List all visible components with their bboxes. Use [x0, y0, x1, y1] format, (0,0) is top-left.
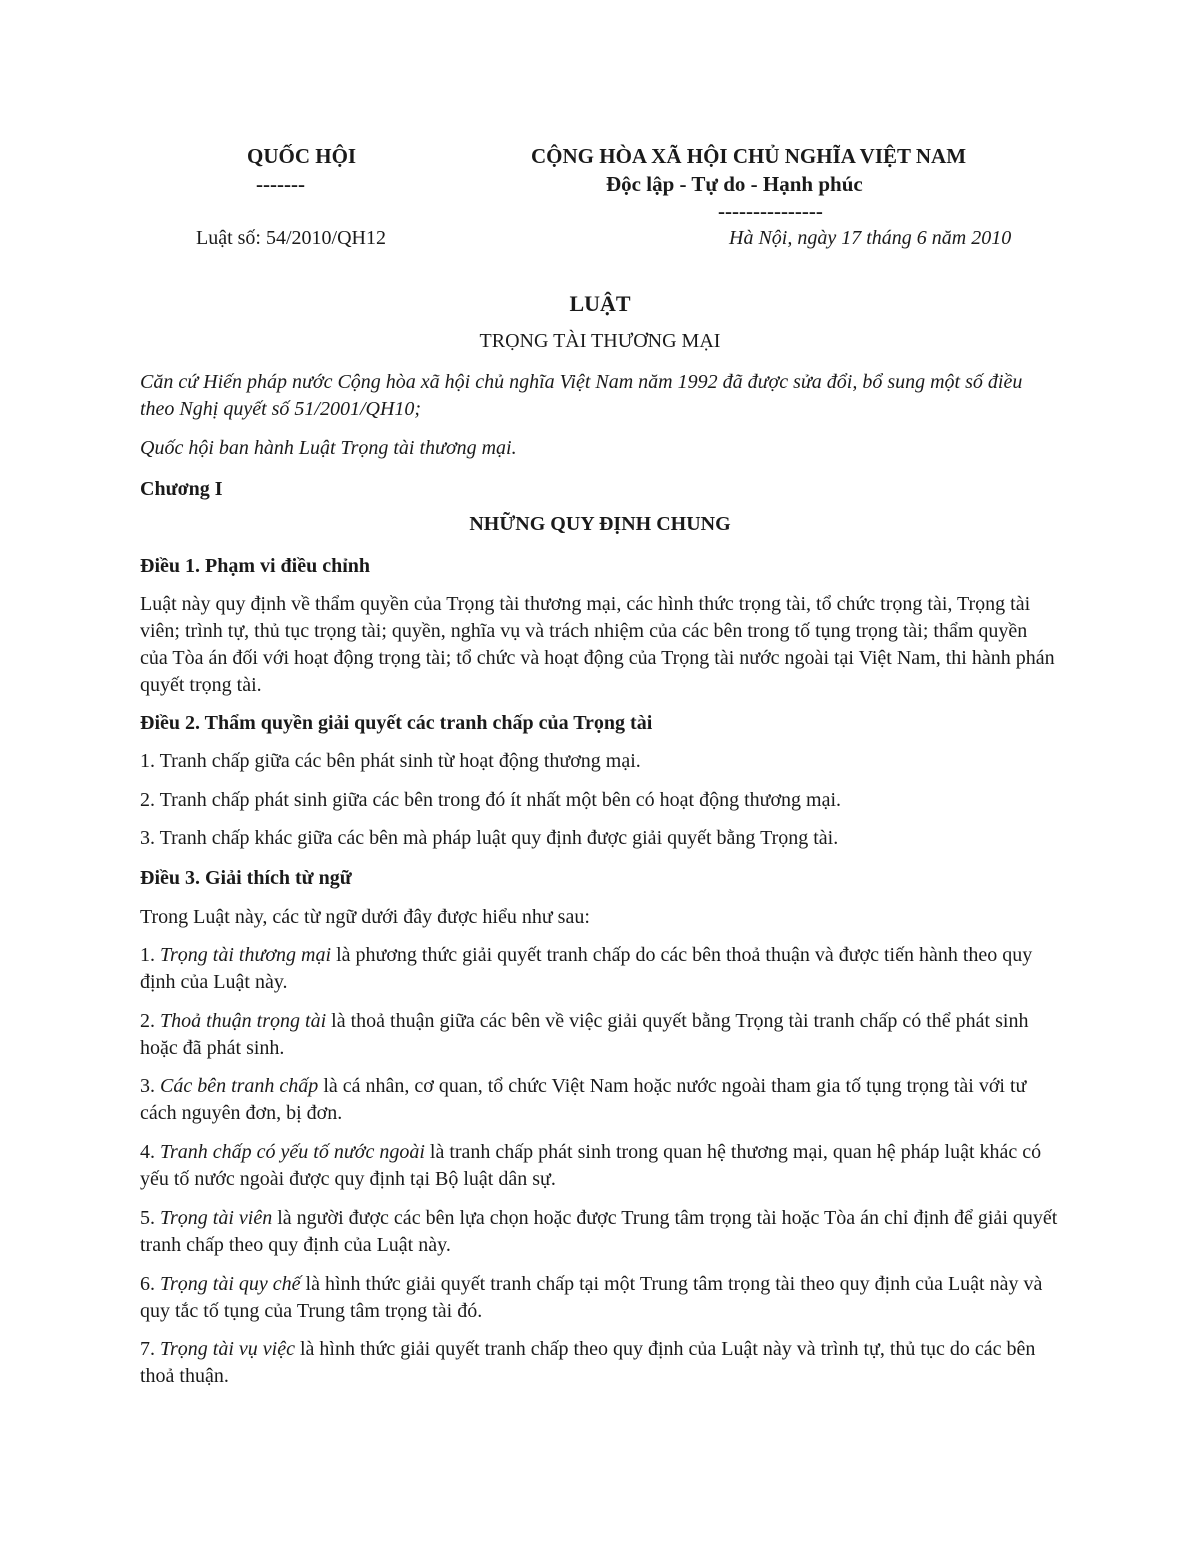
document-title: LUẬT [569, 291, 631, 316]
nation-rule: --------------- [718, 199, 823, 223]
document-subtitle: TRỌNG TÀI THƯƠNG MẠI [479, 330, 721, 352]
law-number: Luật số: 54/2010/QH12 [196, 227, 386, 249]
definition-term: Thoả thuận trọng tài [160, 1010, 327, 1032]
definition-term: Trọng tài thương mại [160, 944, 332, 966]
definition-text: là hình thức giải quyết tranh chấp tại một Trung tâm trọng tài theo quy định của Luật này và quy tắc tố tụng của Trung tâm trọng tài đó. [140, 1273, 1043, 1322]
article-2-item: 3. Tranh chấp khác giữa các bên mà pháp luật quy định được giải quyết bằng Trọng tài. [140, 827, 839, 849]
definition-number: 6. [140, 1273, 160, 1295]
article-3-heading: Điều 3. Giải thích từ ngữ [140, 867, 352, 889]
issuer-title: QUỐC HỘI [247, 144, 357, 168]
article-3-intro: Trong Luật này, các từ ngữ dưới đây được hiểu như sau: [140, 906, 590, 928]
article-1-text: Luật này quy định về thẩm quyền của Trọng tài thương mại, các hình thức trọng tài, tổ chức trọng tài, Trọng tài viên; trình tự, thủ tục trọng tài; quyền, nghĩa vụ và trách nhiệm của các bên trong tố tụng trọng tài; thẩm quyền của Tòa án đối với hoạt động trọng tài; tổ chức và hoạt động của Trọng tài nước ngoài tại Việt Nam, thi hành phán quyết trọng tài. [140, 593, 1055, 696]
article-2-item: 2. Tranh chấp phát sinh giữa các bên trong đó ít nhất một bên có hoạt động thương mại. [140, 789, 842, 811]
preamble-enact: Quốc hội ban hành Luật Trọng tài thương mại. [140, 437, 517, 459]
definition-term: Trọng tài vụ việc [160, 1338, 295, 1360]
definition-item [140, 1008, 1060, 1062]
chapter-title: NHỮNG QUY ĐỊNH CHUNG [469, 513, 731, 535]
definition-item [140, 1073, 1060, 1127]
definition-number: 5. [140, 1207, 160, 1229]
definition-item [140, 942, 1060, 996]
definition-text: là thoả thuận giữa các bên về việc giải quyết bằng Trọng tài tranh chấp có thể phát sinh hoặc đã phát sinh. [140, 1010, 1029, 1059]
article-2-item: 1. Tranh chấp giữa các bên phát sinh từ hoạt động thương mại. [140, 750, 641, 772]
definition-term: Tranh chấp có yếu tố nước ngoài [160, 1141, 425, 1163]
definition-number: 7. [140, 1338, 160, 1360]
definition-number: 4. [140, 1141, 160, 1163]
preamble-basis: Căn cứ Hiến pháp nước Cộng hòa xã hội chủ nghĩa Việt Nam năm 1992 đã được sửa đổi, bổ sung một số điều theo Nghị quyết số 51/2001/QH10; [140, 371, 1023, 420]
definition-number: 2. [140, 1010, 160, 1032]
definition-term: Trọng tài quy chế [160, 1273, 301, 1295]
definition-text: là hình thức giải quyết tranh chấp theo quy định của Luật này và trình tự, thủ tục do các bên thoả thuận. [140, 1338, 1036, 1387]
chapter-label: Chương I [140, 478, 223, 500]
definition-number: 3. [140, 1075, 160, 1097]
place-date: Hà Nội, ngày 17 tháng 6 năm 2010 [729, 227, 1012, 249]
definition-term: Các bên tranh chấp [160, 1075, 319, 1097]
definition-text: là người được các bên lựa chọn hoặc được Trung tâm trọng tài hoặc Tòa án chỉ định để giải quyết tranh chấp theo quy định của Luật này. [140, 1207, 1058, 1256]
nation-title: CỘNG HÒA XÃ HỘI CHỦ NGHĨA VIỆT NAM [531, 144, 967, 168]
definition-item [140, 1271, 1060, 1325]
article-2-heading: Điều 2. Thẩm quyền giải quyết các tranh chấp của Trọng tài [140, 712, 653, 734]
definition-text: là tranh chấp phát sinh trong quan hệ thương mại, quan hệ pháp luật khác có yếu tố nước ngoài được quy định tại Bộ luật dân sự. [140, 1141, 1042, 1190]
article-1-heading: Điều 1. Phạm vi điều chỉnh [140, 555, 371, 577]
definition-number: 1. [140, 944, 160, 966]
definition-text: là phương thức giải quyết tranh chấp do các bên thoả thuận và được tiến hành theo quy định của Luật này. [140, 944, 1033, 993]
definition-item [140, 1336, 1060, 1390]
definition-text: là cá nhân, cơ quan, tổ chức Việt Nam hoặc nước ngoài tham gia tố tụng trọng tài với tư cách nguyên đơn, bị đơn. [140, 1075, 1027, 1124]
definition-item [140, 1205, 1060, 1259]
definition-term: Trọng tài viên [160, 1207, 273, 1229]
issuer-rule: ------- [256, 172, 305, 196]
nation-motto: Độc lập - Tự do - Hạnh phúc [606, 172, 863, 196]
definition-item [140, 1139, 1060, 1193]
